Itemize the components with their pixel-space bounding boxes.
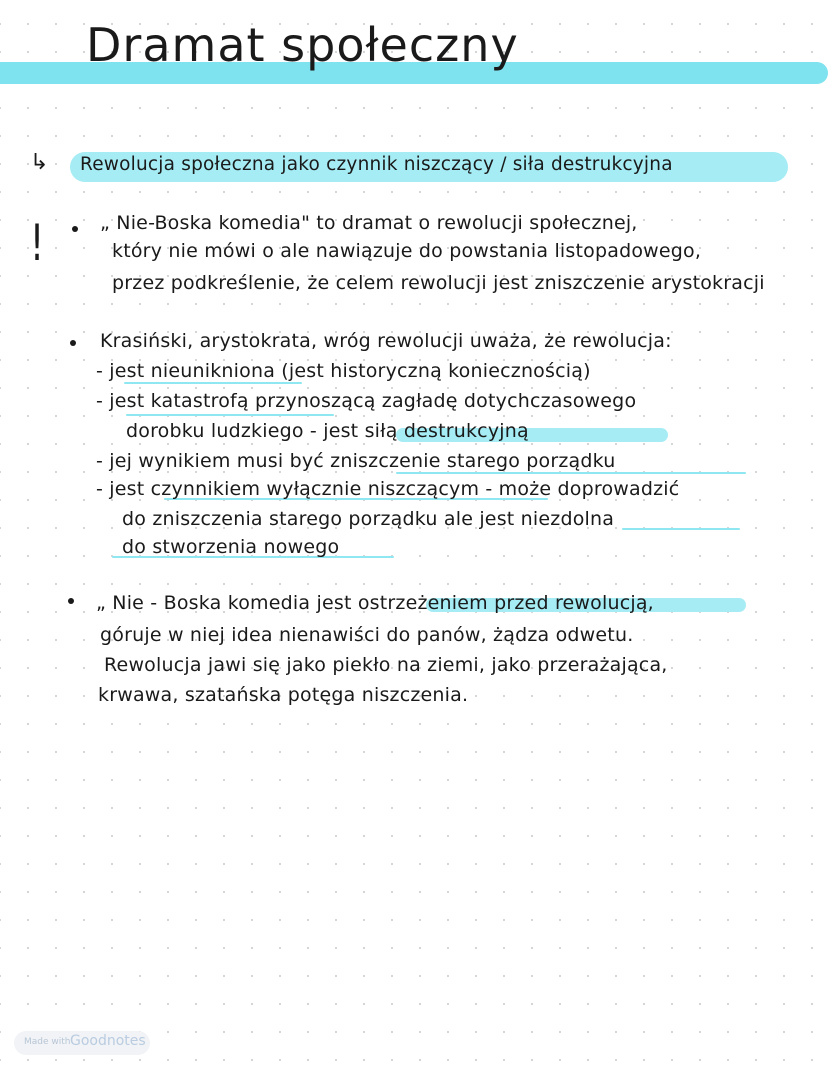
made-with-label: Made with [24,1037,71,1047]
section2-item: dorobku ludzkiego - jest siłą destrukcyjną [126,420,529,442]
section2-intro: Krasiński, arystokrata, wróg rewolucji uważa, że rewolucja: [100,330,672,352]
section1-line: który nie mówi o ale nawiązuje do powstania listopadowego, [112,240,702,262]
section2-item: - jest czynnikiem wyłącznie niszczącym - może doprowadzić [96,478,680,500]
section3-line: „ Nie - Boska komedia jest ostrzeżeniem przed rewolucją, [96,592,654,614]
exclamation-icon: ! [30,214,45,272]
underline [126,414,334,416]
curved-arrow-icon: ↳ [30,150,49,175]
section1-line: przez podkreślenie, że celem rewolucji jest zniszczenie arystokracji [112,272,765,294]
underline [622,528,740,530]
section-subtitle: Rewolucja społeczna jako czynnik niszczący / siła destrukcyjna [80,154,673,175]
section3-line: krwawa, szatańska potęga niszczenia. [98,684,469,706]
page-title: Dramat społeczny [86,18,519,72]
bullet-icon [72,226,78,232]
section2-item: - jest nieuniknionа (jest historyczną koniecznością) [96,360,591,382]
brand-label: Goodnotes [70,1033,146,1049]
section3-line: góruje w niej idea nienawiści do panów, żądza odwetu. [100,624,634,646]
bullet-icon [68,598,74,604]
section1-line: „ Nie-Boska komedia" to dramat o rewolucji społecznej, [100,212,638,234]
section2-item: - jej wynikiem musi być zniszczenie starego porządku [96,450,616,472]
section2-item: do zniszczenia starego porządku ale jest niezdolna [122,508,615,530]
section2-item: do stworzenia nowego [122,536,340,558]
section3-line: Rewolucja jawi się jako piekło na ziemi, jako przerażająca, [104,654,668,676]
bullet-icon [70,340,76,346]
section2-item: - jest katastrofą przynoszącą zagładę dotychczasowego [96,390,637,412]
